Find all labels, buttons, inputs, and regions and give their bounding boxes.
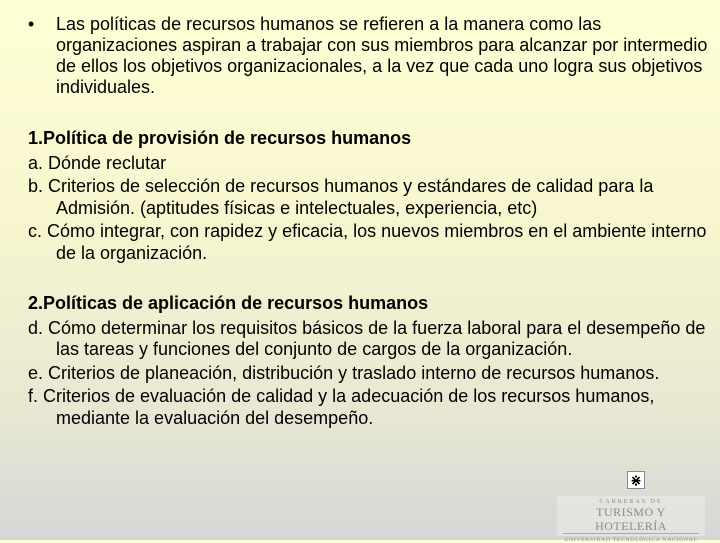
section-heading: 2.Políticas de aplicación de recursos humanos [28, 293, 429, 313]
intro-paragraph [28, 14, 718, 98]
logo-line-1: CARRERAS DE [599, 499, 663, 505]
list-item: f. Criterios de evaluación de calidad y la adecuación de los recursos humanos, mediante la evaluación del desempeño. [28, 386, 655, 428]
section-heading: 1.Política de provisión de recursos humanos [28, 128, 412, 148]
logo [557, 496, 705, 543]
logo-line-3: UNIVERSIDAD TECNOLÓGICA NACIONAL [564, 537, 698, 543]
list-item: d. Cómo determinar los requisitos básicos de la fuerza laboral para el desempeño de las tareas y funciones del conjunto de cargos de la organización. [28, 317, 706, 359]
logo-line-2: TURISMO Y HOTELERÍA [563, 505, 699, 534]
section-provision [28, 128, 708, 266]
list-item: b. Criterios de selección de recursos humanos y estándares de calidad para la Admisión. (aptitudes físicas e intelectuales, experiencia, etc) [28, 176, 654, 218]
intro-text: Las políticas de recursos humanos se refieren a la manera como las organizaciones aspiran a trabajar con sus miembros para alcanzar por intermedio de ellos los objetivos organizacionales, a la vez que cada uno logra sus objetivos individuales. [56, 14, 708, 97]
asterisk-icon[interactable]: ⋇ [627, 471, 645, 489]
section-aplicacion [28, 293, 708, 431]
list-item: c. Cómo integrar, con rapidez y eficacia, los nuevos miembros en el ambiente interno de la organización. [28, 221, 707, 263]
list-item: a. Dónde reclutar [28, 152, 167, 173]
bullet-icon: • [28, 14, 35, 34]
list-item: e. Criterios de planeación, distribución y traslado interno de recursos humanos. [28, 362, 660, 383]
